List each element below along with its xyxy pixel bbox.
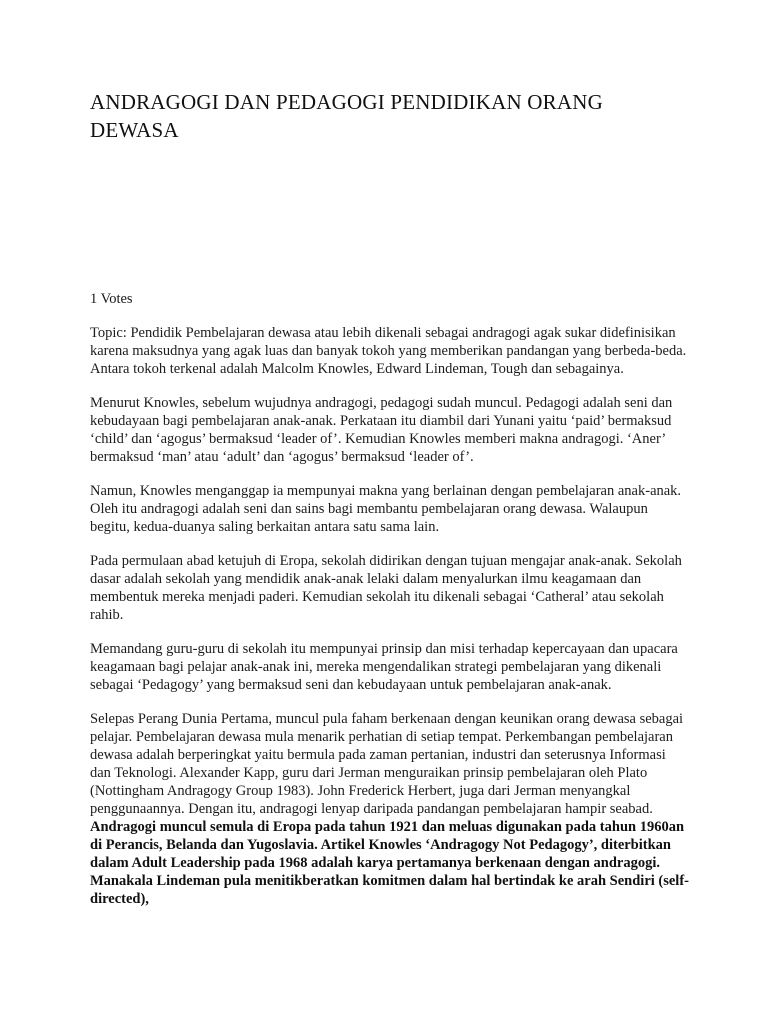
paragraph-knowles-definition: Menurut Knowles, sebelum wujudnya andragogi, pedagogi sudah muncul. Pedagogi adalah seni dan kebudayaan bagi pembelajaran anak-anak. Perkataan itu diambil dari Yunani yaitu ‘paid’ bermaksud ‘child’ dan ‘agogus’ bermaksud ‘leader of’. Kemudian Knowles memberi makna andragogi. ‘Aner’ bermaksud ‘man’ atau ‘adult’ dan ‘agogus’ bermaksud ‘leader of’. [90, 395, 673, 465]
paragraph-knowles-meaning: Namun, Knowles menganggap ia mempunyai makna yang berlainan dengan pembelajaran anak-anak. Oleh itu andragogi adalah seni dan sains bagi membantu pembelajaran orang dewasa. Walaupun begitu, kedua-duanya saling berkaitan antara satu sama lain. [90, 483, 682, 535]
paragraph-topic: Topic: Pendidik Pembelajaran dewasa atau lebih dikenali sebagai andragogi agak sukar didefinisikan karena maksudnya yang agak luas dan banyak tokoh yang memberikan pandangan yang berbeda-beda. Antara tokoh terkenal adalah Malcolm Knowles, Edward Lindeman, Tough dan sebagainya. [90, 325, 687, 377]
paragraph-seventh-century: Pada permulaan abad ketujuh di Eropa, sekolah didirikan dengan tujuan mengajar anak-anak. Sekolah dasar adalah sekolah yang mendidik anak-anak lelaki dalam menyalurkan ilmu keagamaan dan membentuk mereka menjadi paderi. Kemudian sekolah itu dikenali sebagai ‘Catheral’ atau sekolah rahib. [90, 553, 682, 623]
votes-count: 1 Votes [90, 291, 133, 307]
paragraph-history-normal: Selepas Perang Dunia Pertama, muncul pula faham berkenaan dengan keunikan orang dewasa sebagai pelajar. Pembelajaran dewasa mula menarik perhatian di setiap tempat. Perkembangan pembelajaran dewasa adalah berperingkat yaitu bermula pada zaman pertanian, industri dan seterusnya Informasi dan Teknologi. Alexander Kapp, guru dari Jerman menguraikan prinsip pembelajaran oleh Plato (Nottingham Andragogy Group 1983). John Frederick Herbert, juga dari Jerman menyangkal penggunaannya. Dengan itu, andragogi lenyap daripada pandangan pembelajaran hampir seabad. [90, 711, 684, 817]
paragraph-history-bold: Andragogi muncul semula di Eropa pada tahun 1921 dan meluas digunakan pada tahun 1960an di Perancis, Belanda dan Yugoslavia. Artikel Knowles ‘Andragogy Not Pedagogy’, diterbitkan dalam Adult Leadership pada 1968 adalah karya pertamanya berkenaan dengan andragogi. Manakala Lindeman pula menitikberatkan komitmen dalam hal bertindak ke arah Sendiri (self-directed), [90, 819, 689, 907]
paragraph-pedagogy-strategy: Memandang guru-guru di sekolah itu mempunyai prinsip dan misi terhadap kepercayaan dan upacara keagamaan bagi pelajar anak-anak ini, mereka mengendalikan strategi pembelajaran yang dikenali sebagai ‘Pedagogy’ yang bermaksud seni dan kebudayaan untuk pembelajaran anak-anak. [90, 641, 678, 693]
document-title: ANDRAGOGI DAN PEDAGOGI PENDIDIKAN ORANG DEWASA [90, 90, 603, 142]
paragraph-history [90, 710, 690, 908]
document-page [90, 88, 690, 908]
